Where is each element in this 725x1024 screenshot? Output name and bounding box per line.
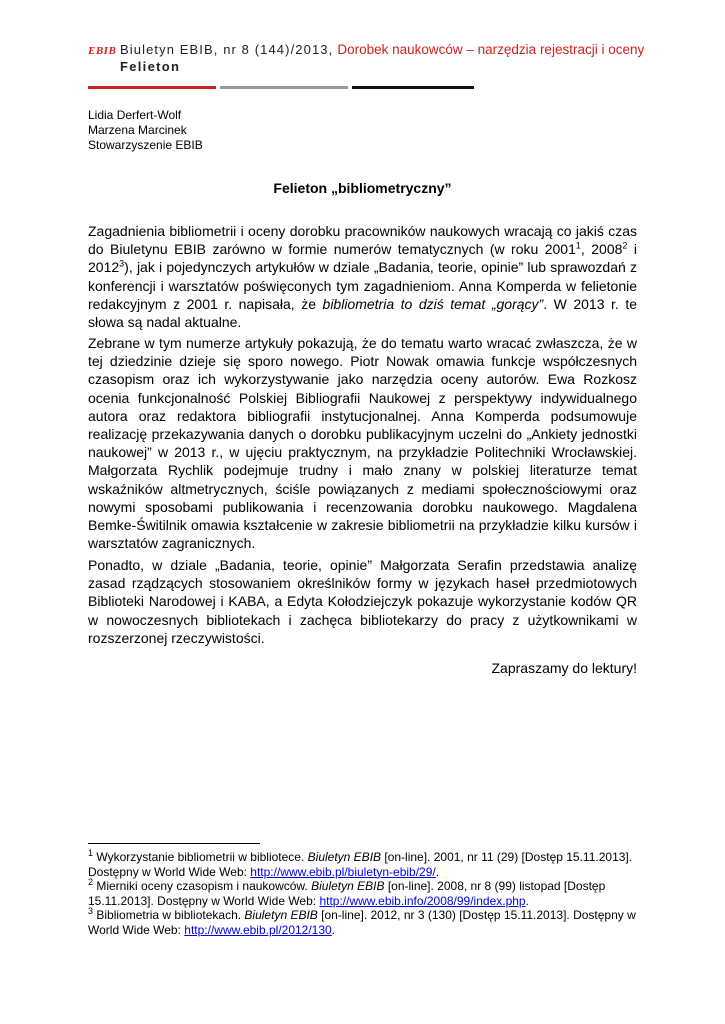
footnote-text: .	[331, 922, 336, 937]
footnote-2	[88, 879, 637, 908]
header-section: Felieton	[120, 59, 181, 74]
footnote-number: 3	[88, 906, 94, 917]
paragraph-1	[88, 222, 637, 331]
footnote-link[interactable]: http://www.ebib.info/2008/99/index.php	[319, 893, 526, 908]
header-journal-line	[120, 42, 644, 57]
header-rule-black	[352, 86, 474, 89]
footnote-number: 2	[88, 877, 94, 888]
footnotes	[88, 850, 637, 938]
author-affiliation: Stowarzyszenie EBIB	[88, 138, 203, 152]
footnote-number: 1	[88, 848, 94, 858]
authors-block	[88, 108, 203, 153]
header-rule-grey	[220, 86, 348, 89]
footnote-text: Wykorzystanie bibliometrii w bibliotece.	[93, 850, 308, 864]
header-topic: Dorobek naukowców – narzędzia rejestracji i oceny	[337, 42, 645, 57]
footnote-ref-3[interactable]: 3	[119, 258, 125, 269]
footnote-text: Bibliometria w bibliotekach.	[93, 908, 245, 923]
p1-quote: bibliometria to dziś temat „gorący”	[322, 295, 544, 312]
footnote-3	[88, 908, 637, 937]
article-title: Felieton „bibliometryczny”	[273, 180, 452, 196]
footnote-separator	[88, 843, 260, 844]
p1-text-b: , 2008	[580, 241, 623, 258]
p1-text-e: . W 2013 r. te słowa są nadal aktualne.	[88, 295, 638, 331]
footnote-ref-1[interactable]: 1	[575, 240, 581, 251]
footnote-ref-2[interactable]: 2	[622, 240, 628, 251]
header-rule-red	[88, 86, 216, 89]
footnote-journal: Biuletyn EBIB	[244, 908, 318, 923]
footnote-text: Mierniki oceny czasopism i naukowców.	[93, 879, 312, 894]
footnote-journal: Biuletyn EBIB	[311, 879, 385, 894]
author-1: Lidia Derfert-Wolf	[88, 108, 182, 122]
footnote-1	[88, 850, 637, 879]
footnote-link[interactable]: http://www.ebib.pl/biuletyn-ebib/29/	[250, 864, 436, 879]
p1-text-c: i 2012	[88, 241, 637, 276]
paragraph-3: Ponadto, w dziale „Badania, teorie, opinie” Małgorzata Serafin przedstawia analizę zasad rządzących stosowaniem określników formy w językach haseł przedmiotowych Biblioteki Narodowej i KABA, a Edyta Kołodziejczyk pokazuje wykorzystanie kodów QR w nowoczesnych bibliotekach i zachęca bibliotekarzy do pracy z użytkownikami w rozszerzonej rzeczywistości.	[88, 557, 637, 646]
footnote-text: .	[525, 893, 529, 908]
footnote-text: [on-line]. 2008, nr 8 (99) listopad [Dostęp 15.11.2013]. Dostępny w World Wide Web:	[88, 879, 606, 908]
footnote-text: [on-line]. 2012, nr 3 (130) [Dostęp 15.11.2013]. Dostępny w World Wide Web:	[88, 908, 636, 937]
ebib-logo: EBIB	[88, 45, 117, 57]
author-2: Marzena Marcinek	[88, 123, 187, 137]
closing-line: Zapraszamy do lektury!	[491, 660, 637, 676]
p1-text-d: ), jak i pojedynczych artykułów w dziale „Badania, teorie, opinie” lub sprawozdań z konferencji i warsztatów poświęconych tym zagadnieniom. Anna Komperda w felietonie redakcyjnym z 2001 r. napisała, że	[88, 259, 637, 312]
footnote-journal: Biuletyn EBIB	[307, 850, 382, 864]
header-journal: Biuletyn EBIB, nr 8 (144)/2013,	[120, 42, 334, 57]
footnote-text: .	[435, 864, 440, 879]
p1-text-a: Zagadnienia bibliometrii i oceny dorobku pracowników naukowych wracają co jakiś czas do Biuletynu EBIB zarówno w formie numerów tematycznych (w roku 2001	[88, 223, 637, 258]
footnote-text: [on-line]. 2001, nr 11 (29) [Dostęp 15.11.2013]. Dostępny w World Wide Web:	[88, 850, 633, 879]
paragraph-2: Zebrane w tym numerze artykuły pokazują, że do tematu warto wracać zwłaszcza, że w tej dziedzinie dzieje się sporo nowego. Piotr Nowak omawia funkcje współczesnych czasopism oraz ich wykorzystywanie jako narzędzia oceny autorów. Ewa Rozkosz ocenia funkcjonalność Polskiej Bibliografii Naukowej z perspektywy indywidualnego autora oraz redaktora bibliografii instytucjonalnej. Anna Komperda podsumowuje realizację przekazywania danych o dorobku publikacyjnym uczelni do „Ankiety jednostki naukowej” w 2013 r., w ujęciu praktycznym, na przykładzie Politechniki Wrocławskiej. Małgorzata Rychlik podejmuje trudny i mało znany w polskiej literaturze temat wskaźników altmetrycznych, ściśle powiązanych z mediami społecznościowymi oraz nowymi sposobami publikowania i recenzowania dorobku naukowego. Magdalena Bemke-Świtilnik omawia kształcenie w zakresie bibliometrii na przykładzie kilku kursów i warsztatów zagranicznych.	[88, 335, 637, 552]
footnote-link[interactable]: http://www.ebib.pl/2012/130	[184, 922, 332, 937]
